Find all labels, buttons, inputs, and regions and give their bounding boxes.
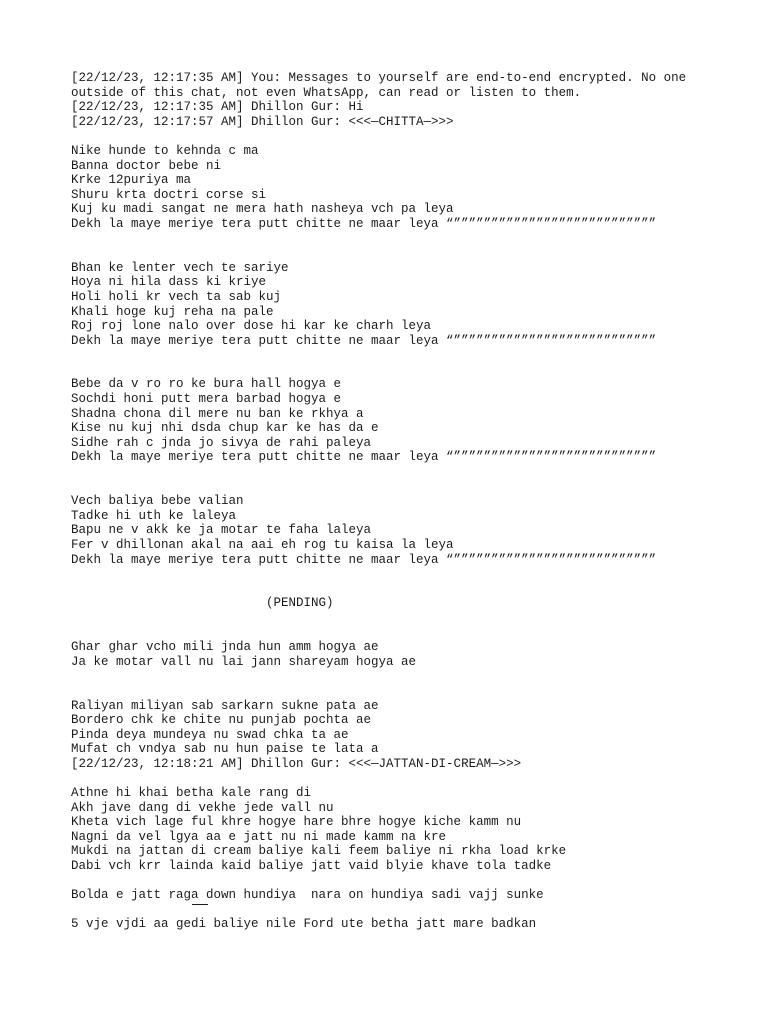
blank-line [71, 480, 741, 495]
lyric-line: Athne hi khai betha kale rang di [71, 786, 312, 801]
blank-line [71, 582, 741, 597]
underline-mark [71, 903, 741, 918]
blank-line [71, 465, 741, 480]
lyric-line: Ghar ghar vcho mili jnda hun amm hogya ae [71, 640, 379, 655]
lyric-line: Shadna chona dil mere nu ban ke rkhya a [71, 406, 364, 421]
lyric-line: Sochdi honi putt mera barbad hogya e [71, 392, 342, 407]
blank-line [71, 129, 741, 144]
lyric-line: Vech baliya bebe valian [71, 494, 244, 509]
lyric-line: Hoya ni hila dass ki kriye [71, 275, 267, 290]
chat-line: [22/12/23, 12:18:21 AM] Dhillon Gur: <<<—JATTAN-DI-CREAM—>>> [71, 756, 522, 771]
pending-marker: (PENDING) [71, 596, 334, 611]
lyric-line: Pinda deya mundeya nu swad chka ta ae [71, 727, 349, 742]
lyric-line: Kuj ku madi sangat ne mera hath nasheya vch pa leya [71, 202, 454, 217]
chat-line: [22/12/23, 12:17:57 AM] Dhillon Gur: <<<—CHITTA—>>> [71, 114, 454, 129]
lyric-line: Holi holi kr vech ta sab kuj [71, 289, 282, 304]
lyric-refrain: Dekh la maye meriye tera putt chitte ne maar leya “””””””””””””””””””””””””””” [71, 333, 657, 348]
lyric-line: Banna doctor bebe ni [71, 158, 222, 173]
lyric-line: Mufat ch vndya sab nu hun paise te lata a [71, 742, 379, 757]
lyric-line: Akh jave dang di vekhe jede vall nu [71, 800, 334, 815]
lyric-line: Bordero chk ke chite nu punjab pochta ae [71, 713, 372, 728]
blank-line [71, 567, 741, 582]
blank-line [71, 232, 741, 247]
underline-stroke [192, 904, 208, 905]
lyric-line: 5 vje vjdi aa gedi baliye nile Ford ute betha jatt mare badkan [71, 917, 537, 932]
lyric-line: Sidhe rah c jnda jo sivya de rahi paleya [71, 435, 372, 450]
blank-line [71, 772, 741, 787]
blank-line [71, 611, 741, 626]
lyric-refrain: Dekh la maye meriye tera putt chitte ne maar leya “””””””””””””””””””””””””””” [71, 450, 657, 465]
lyric-line: Bebe da v ro ro ke bura hall hogya e [71, 377, 342, 392]
lyric-refrain: Dekh la maye meriye tera putt chitte ne maar leya “””””””””””””””””””””””””””” [71, 552, 657, 567]
chat-export-document [71, 71, 741, 932]
blank-line [71, 874, 741, 889]
lyric-line: Raliyan miliyan sab sarkarn sukne pata ae [71, 698, 379, 713]
lyric-line: Kise nu kuj nhi dsda chup kar ke has da e [71, 421, 379, 436]
lyric-line: Krke 12puriya ma [71, 173, 192, 188]
chat-line: outside of this chat, not even WhatsApp, can read or listen to them. [71, 85, 582, 100]
blank-line [71, 363, 741, 378]
blank-line [71, 626, 741, 641]
lyric-line: Bhan ke lenter vech te sariye [71, 260, 289, 275]
lyric-line: Mukdi na jattan di cream baliye kali feem baliye ni rkha load krke [71, 844, 567, 859]
blank-line [71, 684, 741, 699]
lyric-line: Dabi vch krr lainda kaid baliye jatt vaid blyie khave tola tadke [71, 859, 552, 874]
lyric-line: Nagni da vel lgya aa e jatt nu ni made kamm na kre [71, 829, 447, 844]
lyric-line: Ja ke motar vall nu lai jann shareyam hogya ae [71, 654, 417, 669]
lyric-line: Bolda e jatt raga down hundiya nara on hundiya sadi vajj sunke [71, 888, 544, 903]
chat-line: [22/12/23, 12:17:35 AM] Dhillon Gur: Hi [71, 100, 364, 115]
lyric-line: Nike hunde to kehnda c ma [71, 143, 259, 158]
lyric-refrain: Dekh la maye meriye tera putt chitte ne maar leya “””””””””””””””””””””””””””” [71, 216, 657, 231]
lyric-line: Bapu ne v akk ke ja motar te faha laleya [71, 523, 372, 538]
lyric-line: Khali hoge kuj reha na pale [71, 304, 274, 319]
blank-line [71, 246, 741, 261]
lyric-line: Shuru krta doctri corse si [71, 187, 267, 202]
chat-line: [22/12/23, 12:17:35 AM] You: Messages to yourself are end-to-end encrypted. No one [71, 71, 687, 85]
blank-line [71, 669, 741, 684]
lyric-line: Roj roj lone nalo over dose hi kar ke charh leya [71, 319, 432, 334]
lyric-line: Fer v dhillonan akal na aai eh rog tu kaisa la leya [71, 538, 454, 552]
blank-line [71, 348, 741, 363]
lyric-line: Tadke hi uth ke laleya [71, 508, 237, 523]
lyric-line: Kheta vich lage ful khre hogye hare bhre hogye kiche kamm nu [71, 815, 522, 830]
